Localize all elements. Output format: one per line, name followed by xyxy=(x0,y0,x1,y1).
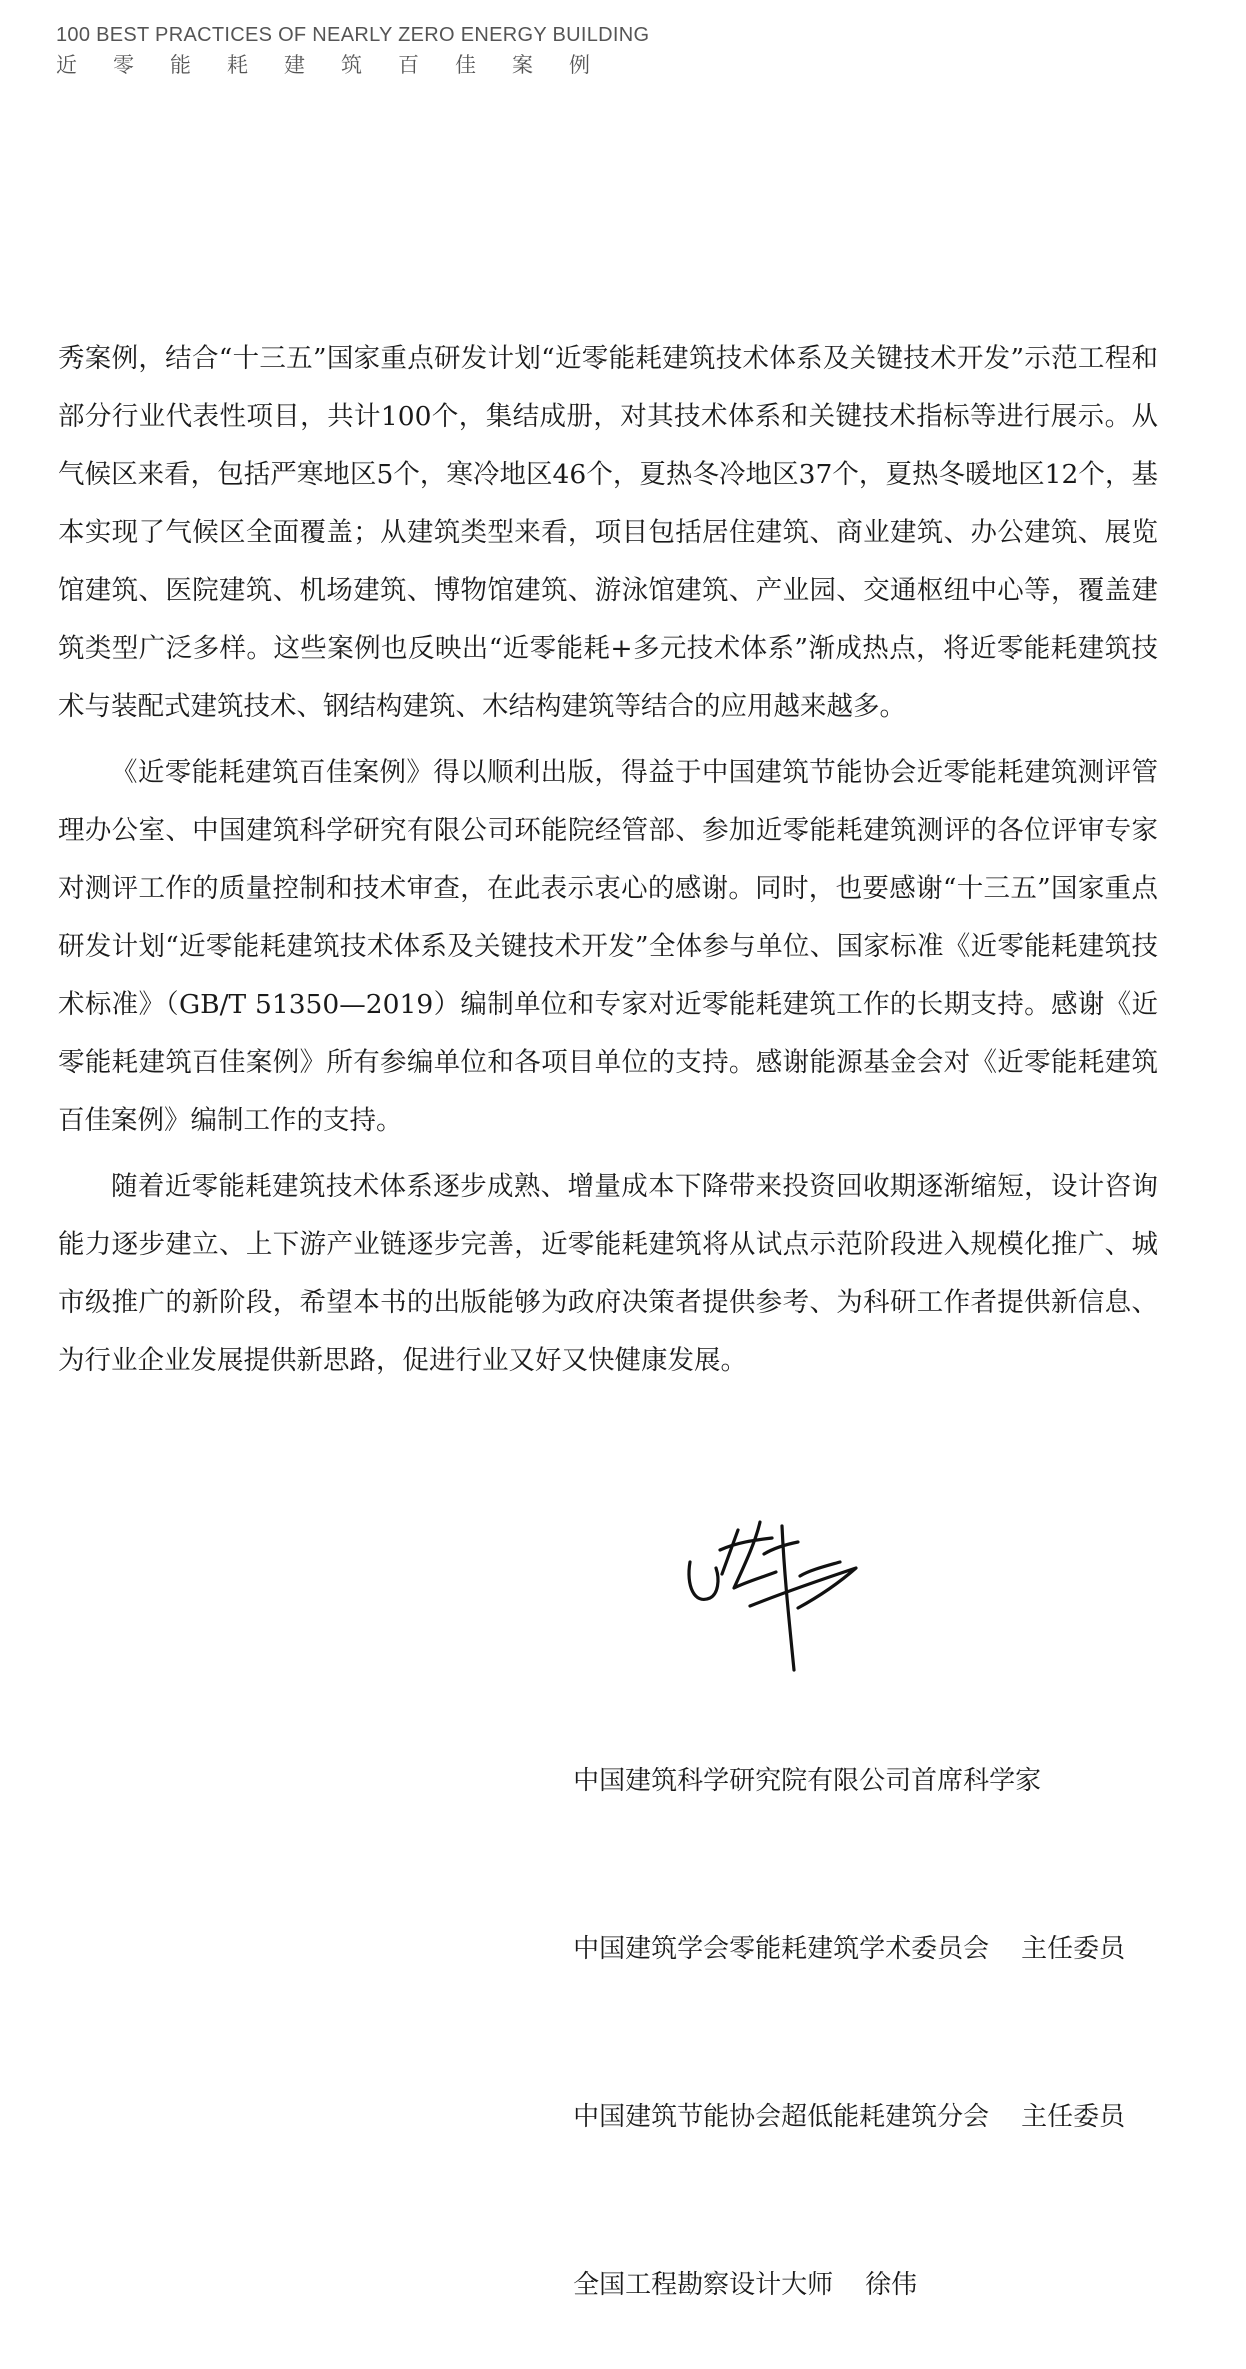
signature-org: 中国建筑科学研究院有限公司首席科学家 xyxy=(573,1766,1042,1796)
body-text xyxy=(58,330,1158,1398)
signature-role: 主任委员 xyxy=(1021,2102,1126,2132)
paragraph-2: 《近零能耗建筑百佳案例》得以顺利出版，得益于中国建筑节能协会近零能耗建筑测评管理办公室、中国建筑科学研究有限公司环能院经管部、参加近零能耗建筑测评的各位评审专家对测评工作的质量控制和技术审查，在此表示衷心的感谢。同时，也要感谢“十三五”国家重点研发计划“近零能耗建筑技术体系及关键技术开发”全体参与单位、国家标准《近零能耗建筑技术标准》（GB/T 51350—2019）编制单位和专家对近零能耗建筑工作的长期支持。感谢《近零能耗建筑百佳案例》所有参编单位和各项目单位的支持。感谢能源基金会对《近零能耗建筑百佳案例》编制工作的支持。 xyxy=(58,757,1158,1136)
paragraph-3: 随着近零能耗建筑技术体系逐步成熟、增量成本下降带来投资回收期逐渐缩短，设计咨询能力逐步建立、上下游产业链逐步完善，近零能耗建筑将从试点示范阶段进入规模化推广、城市级推广的新阶段，希望本书的出版能够为政府决策者提供参考、为科研工作者提供新信息、为行业企业发展提供新思路，促进行业又好又快健康发展。 xyxy=(58,1171,1158,1376)
signature-org: 中国建筑学会零能耗建筑学术委员会 xyxy=(573,1934,990,1964)
signature-line-2 xyxy=(540,1865,1125,2033)
paragraph-1: 秀案例，结合“十三五”国家重点研发计划“近零能耗建筑技术体系及关键技术开发”示范工程和部分行业代表性项目，共计100个，集结成册，对其技术体系和关键技术指标等进行展示。从气候区来看，包括严寒地区5个，寒冷地区46个，夏热冬冷地区37个，夏热冬暖地区12个，基本实现了气候区全面覆盖；从建筑类型来看，项目包括居住建筑、商业建筑、办公建筑、展览馆建筑、医院建筑、机场建筑、博物馆建筑、游泳馆建筑、产业园、交通枢纽中心等，覆盖建筑类型广泛多样。这些案例也反映出“近零能耗+多元技术体系”渐成热点，将近零能耗建筑技术与装配式建筑技术、钢结构建筑、木结构建筑等结合的应用越来越多。 xyxy=(58,343,1158,722)
signature-line-1 xyxy=(540,1697,1125,1865)
signature-role: 主任委员 xyxy=(1021,1934,1126,1964)
author-name: 徐伟 xyxy=(865,2270,918,2300)
signature-org: 全国工程勘察设计大师 xyxy=(573,2270,834,2300)
signature-org: 中国建筑节能协会超低能耗建筑分会 xyxy=(573,2102,990,2132)
handwritten-signature xyxy=(680,1510,880,1680)
signature-line-4 xyxy=(540,2201,1125,2369)
signature-block xyxy=(540,1697,1125,2369)
header-english-title: 100 BEST PRACTICES OF NEARLY ZERO ENERGY BUILDING xyxy=(56,24,650,46)
signature-line-3 xyxy=(540,2033,1125,2201)
header-chinese-title: 近零能耗建筑百佳案例 xyxy=(56,53,626,77)
running-header xyxy=(56,22,649,80)
